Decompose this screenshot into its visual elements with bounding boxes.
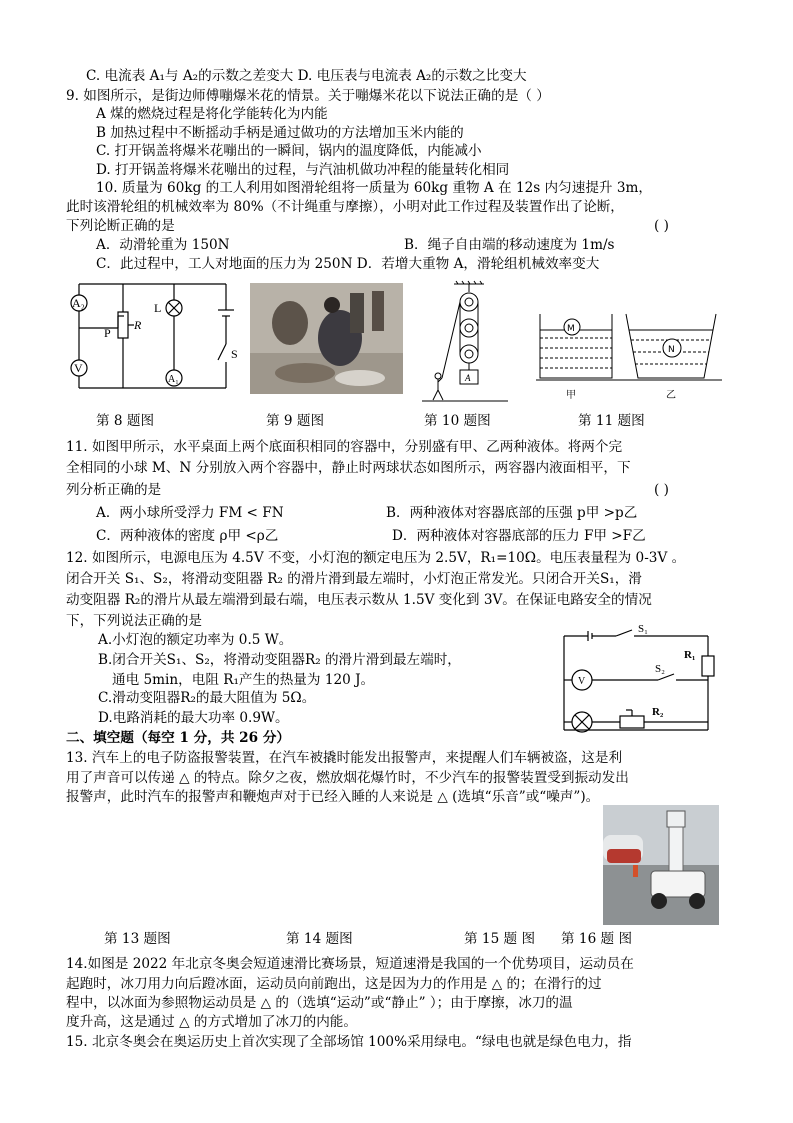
- ball-n-label: N: [668, 345, 675, 355]
- caption-q11: 第 11 题图: [578, 413, 645, 429]
- q14-line-2: 起跑时，冰刀用力向后蹬冰面，运动员向前跑出，这是因为力的作用是 △ 的；在滑行的过: [66, 976, 602, 992]
- voltmeter-label: V: [74, 361, 83, 375]
- q12-circuit-diagram: [560, 620, 718, 736]
- ball-m-label: M: [567, 324, 575, 334]
- q10-pulley-diagram: [420, 280, 510, 405]
- slider-p-label: P: [104, 326, 111, 340]
- lamp-l-label: L: [154, 301, 162, 315]
- q12-option-a: A.小灯泡的额定功率为 0.5 W。: [98, 632, 293, 648]
- q11-blank: ( ): [654, 482, 669, 498]
- caption-q13: 第 13 题图: [104, 931, 171, 947]
- q11-stem-1: 11. 如图甲所示，水平桌面上两个底面积相同的容器中，分别盛有甲、乙两种液体。将两个完: [66, 439, 623, 455]
- caption-q14: 第 14 题图: [286, 931, 353, 947]
- caption-q16: 第 16 题 图: [561, 931, 633, 947]
- q10-stem-2: 此时该滑轮组的机械效率为 80%（不计绳重与摩擦），小明对此工作过程及装置作出了论断，: [66, 199, 624, 215]
- q11-option-b: B．两种液体对容器底部的压强 p甲 >p乙: [386, 505, 638, 521]
- switch-s1-label: S₁: [638, 623, 648, 635]
- switch-s-label: S: [231, 347, 238, 361]
- container-jia-label: 甲: [566, 390, 576, 401]
- caption-q10: 第 10 题图: [424, 413, 491, 429]
- q8-circuit-diagram: [66, 280, 241, 392]
- q10-option-c-d: C．此过程中，工人对地面的压力为 250N D．若增大重物 A，滑轮组机械效率变大: [96, 256, 600, 272]
- q10-stem-3: 下列论断正确的是: [66, 218, 175, 234]
- q12-option-b-1: B.闭合开关S₁、S₂，将滑动变阻器R₂ 的滑片滑到最左端时，: [98, 652, 461, 668]
- q12-stem-2: 闭合开关 S₁、S₂，将滑动变阻器 R₂ 的滑片滑到最左端时，小灯泡正常发光。只闭合开关S₁，滑: [66, 571, 642, 587]
- rheostat-r2-label: R₂: [652, 706, 664, 718]
- q12-stem-1: 12. 如图所示，电源电压为 4.5V 不变，小灯泡的额定电压为 2.5V，R₁=10Ω。电压表量程为 0-3V 。: [66, 550, 686, 566]
- q10-stem-1: 10. 质量为 60kg 的工人利用如图滑轮组将一质量为 60kg 重物 A 在 12s 内匀速提升 3m，: [96, 180, 652, 196]
- q8-option-c-d: C. 电流表 A₁与 A₂的示数之差变大 D. 电压表与电流表 A₂的示数之比变大: [86, 68, 527, 84]
- ammeter-a1-label: A₁: [168, 374, 179, 385]
- q11-stem-3: 列分析正确的是: [66, 482, 162, 498]
- q12-stem-4: 下，下列说法正确的是: [66, 613, 202, 629]
- q13-line-1: 13. 汽车上的电子防盗报警装置，在汽车被撬时能发出报警声，来提醒人们车辆被盗，这是利: [66, 750, 623, 766]
- q15-line-1: 15. 北京冬奥会在奥运历史上首次实现了全部场馆 100%采用绿电。“绿电也就是绿色电力，指: [66, 1034, 632, 1050]
- voltmeter-v-label: V: [578, 676, 586, 687]
- q12-option-c: C.滑动变阻器R₂的最大阻值为 5Ω。: [98, 690, 316, 706]
- caption-q8: 第 8 题图: [96, 413, 155, 429]
- rheostat-r-label: R: [134, 318, 142, 332]
- caption-q9: 第 9 题图: [266, 413, 325, 429]
- q9-option-a: A 煤的燃烧过程是将化学能转化为内能: [96, 106, 328, 122]
- q9-option-b: B 加热过程中不断摇动手柄是通过做功的方法增加玉米内能的: [96, 125, 464, 141]
- ammeter-a2-label: A₂: [72, 296, 85, 310]
- container-yi-label: 乙: [666, 390, 676, 401]
- q9-popcorn-photo: [250, 283, 403, 394]
- q12-stem-3: 动变阻器 R₂的滑片从最左端滑到最右端，电压表示数从 1.5V 变化到 3V。在保证电路安全的情况: [66, 592, 652, 608]
- q13-line-2: 用了声音可以传递 △ 的特点。除夕之夜，燃放烟花爆竹时，不少汽车的报警装置受到振动发出: [66, 770, 629, 786]
- q14-line-3: 程中，以冰面为参照物运动员是 △ 的（选填“运动”或“静止” ）；由于摩擦，冰刀的温: [66, 995, 573, 1011]
- q12-option-b-2: 通电 5min，电阻 R₁产生的热量为 120 J。: [112, 672, 375, 688]
- q10-option-a: A．动滑轮重为 150N: [96, 237, 230, 253]
- q9-stem: 9. 如图所示，是街边师傅嘣爆米花的情景。关于嘣爆米花以下说法正确的是（ ）: [66, 88, 550, 104]
- q10-option-b: B．绳子自由端的移动速度为 1m/s: [404, 237, 615, 253]
- weight-a-label: A: [465, 373, 471, 383]
- resistor-r1-label: R₁: [684, 649, 696, 661]
- q9-option-c: C. 打开锅盖将爆米花嘣出的一瞬间，锅内的温度降低，内能减小: [96, 143, 482, 159]
- q9-option-d: D. 打开锅盖将爆米花嘣出的过程，与汽油机做功冲程的能量转化相同: [96, 162, 510, 178]
- q11-option-c: C．两种液体的密度 ρ甲 <ρ乙: [96, 528, 279, 544]
- caption-q15: 第 15 题 图: [464, 931, 536, 947]
- q11-option-d: D．两种液体对容器底部的压力 F甲 >F乙: [392, 528, 646, 544]
- section-fill-in-title: 二、填空题（每空 1 分，共 26 分）: [66, 730, 291, 746]
- q13-line-3: 报警声，此时汽车的报警声和鞭炮声对于已经入睡的人来说是 △ (选填“乐音”或“噪声”)。: [66, 789, 600, 805]
- q14-line-1: 14.如图是 2022 年北京冬奥会短道速滑比赛场景，短道速滑是我国的一个优势项目，运动员在: [66, 956, 634, 972]
- q16-robot-photo: [603, 805, 719, 925]
- q14-line-4: 度升高，这是通过 △ 的方式增加了冰刀的内能。: [66, 1014, 357, 1030]
- q12-option-d: D.电路消耗的最大功率 0.9W。: [98, 710, 289, 726]
- switch-s2-label: S₂: [655, 663, 665, 675]
- q11-option-a: A．两小球所受浮力 FM < FN: [96, 505, 284, 521]
- q10-blank: ( ): [654, 218, 669, 234]
- q11-stem-2: 全相同的小球 M、N 分别放入两个容器中，静止时两球状态如图所示，两容器内液面相平，下: [66, 460, 631, 476]
- q11-containers-diagram: [536, 308, 722, 403]
